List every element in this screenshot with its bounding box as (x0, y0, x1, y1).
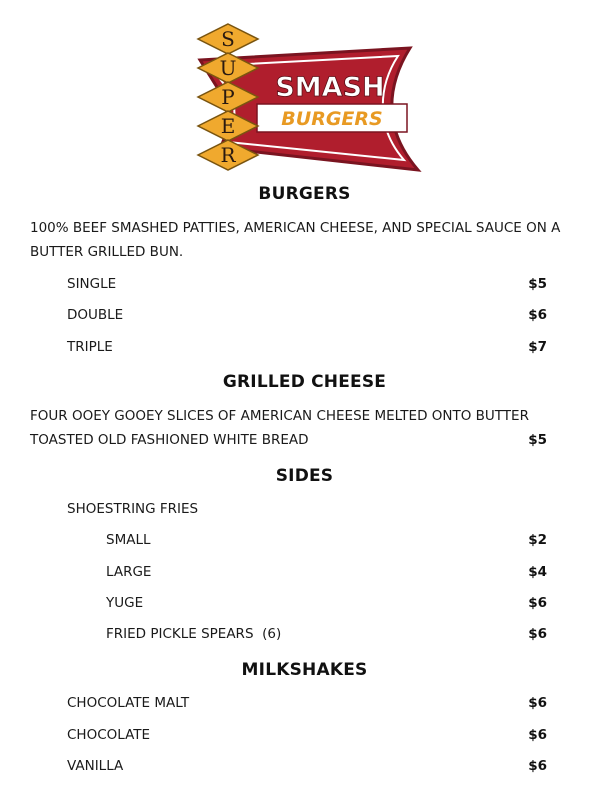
menu-item-large-fries: LARGE (106, 564, 152, 580)
super-smash-burgers-logo (180, 20, 430, 180)
price-chocolate-malt: $6 (528, 695, 547, 711)
logo-burgers-text: BURGERS (281, 108, 383, 130)
price-triple: $7 (528, 339, 547, 355)
price-double: $6 (528, 307, 547, 323)
menu-item-chocolate-malt: CHOCOLATE MALT (67, 695, 190, 711)
price-small-fries: $2 (528, 532, 547, 548)
logo-letter-s: S (221, 27, 235, 51)
menu-item-single: SINGLE (67, 276, 117, 292)
price-fried-pickle-spears: $6 (528, 626, 547, 642)
menu-item-double: DOUBLE (67, 307, 124, 323)
menu-item-fried-pickle-spears: FRIED PICKLE SPEARS (6) (106, 626, 282, 642)
price-yuge-fries: $6 (528, 595, 547, 611)
menu-item-vanilla: VANILLA (67, 758, 124, 774)
price-chocolate: $6 (528, 727, 547, 743)
logo-letter-e: E (220, 114, 236, 138)
logo-letter-u: U (219, 56, 237, 80)
burgers-description-line-1: 100% BEEF SMASHED PATTIES, AMERICAN CHEESE, AND SPECIAL SAUCE ON A (30, 220, 561, 236)
menu-item-triple: TRIPLE (67, 339, 113, 355)
price-grilled-cheese: $5 (528, 432, 547, 448)
section-title-burgers: BURGERS (258, 184, 351, 204)
price-large-fries: $4 (528, 564, 547, 580)
grilled-cheese-description-line-2: TOASTED OLD FASHIONED WHITE BREAD (30, 432, 309, 448)
logo-smash-text: SMASH (275, 72, 385, 103)
logo-letter-p: P (221, 85, 235, 109)
burgers-description-line-2: BUTTER GRILLED BUN. (30, 244, 184, 260)
section-title-milkshakes: MILKSHAKES (241, 660, 368, 680)
grilled-cheese-description-line-1: FOUR OOEY GOOEY SLICES OF AMERICAN CHEESE MELTED ONTO BUTTER (30, 408, 529, 424)
logo-letter-r: R (220, 143, 236, 167)
menu-item-small-fries: SMALL (106, 532, 151, 548)
price-vanilla: $6 (528, 758, 547, 774)
grilled-cheese-description (30, 404, 575, 452)
burgers-description (30, 216, 575, 264)
price-single: $5 (528, 276, 547, 292)
menu-item-yuge-fries: YUGE (106, 595, 144, 611)
section-title-sides: SIDES (275, 466, 334, 486)
section-title-grilled-cheese: GRILLED CHEESE (222, 372, 387, 392)
menu-item-chocolate: CHOCOLATE (67, 727, 151, 743)
sides-group-shoestring-fries: SHOESTRING FRIES (67, 501, 199, 517)
